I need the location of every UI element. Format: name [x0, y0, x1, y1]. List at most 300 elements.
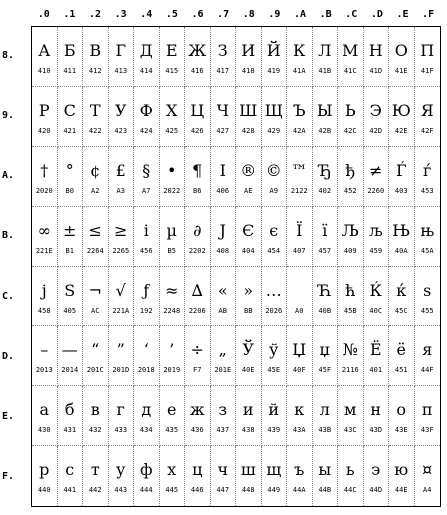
code-cell — [185, 446, 211, 506]
cell-code: 407 — [292, 246, 306, 255]
cell-code: 2122 — [290, 186, 308, 195]
cell-code: 43D — [369, 426, 383, 435]
cell-code: 44F — [420, 366, 434, 375]
cell-code: 41D — [369, 67, 383, 75]
cell-glyph: ч — [217, 460, 229, 480]
cell-code: 43E — [394, 426, 408, 435]
cell-code: 2265 — [112, 246, 130, 255]
cell-glyph: ц — [192, 460, 203, 480]
code-cell — [236, 27, 262, 87]
cell-glyph: г — [116, 400, 125, 420]
cell-glyph: Ћ — [317, 280, 332, 300]
code-cell — [160, 87, 186, 147]
cell-code: 402 — [318, 186, 332, 195]
code-cell — [389, 207, 415, 267]
cell-code: 441 — [63, 486, 77, 495]
code-cell — [83, 386, 109, 446]
code-cell — [211, 446, 237, 506]
column-header: .D — [370, 9, 383, 20]
cell-glyph: Ф — [139, 100, 153, 120]
cell-glyph: є — [269, 220, 279, 240]
cell-glyph: ® — [240, 160, 257, 180]
cell-code: 43F — [420, 426, 434, 435]
cell-glyph: Ы — [316, 100, 333, 120]
cell-code: 41B — [318, 67, 332, 75]
cell-glyph: Љ — [341, 220, 359, 240]
code-cell — [287, 207, 313, 267]
cell-code: 444 — [139, 486, 153, 495]
code-cell — [262, 267, 288, 327]
cell-glyph: ¢ — [90, 160, 101, 180]
code-cell — [389, 27, 415, 87]
cell-glyph: х — [167, 460, 177, 480]
code-cell — [415, 386, 441, 446]
cell-glyph: д — [141, 400, 152, 420]
cell-code: 445 — [165, 486, 179, 495]
cell-code: BB — [244, 306, 253, 315]
cell-code: 459 — [369, 246, 383, 255]
code-cell — [338, 326, 364, 386]
cell-glyph: – — [40, 340, 49, 360]
cell-code: 41C — [343, 67, 357, 75]
cell-glyph: ж — [189, 400, 205, 420]
code-cell — [32, 326, 58, 386]
code-cell — [109, 267, 135, 327]
cell-glyph: Ъ — [292, 100, 306, 120]
cell-code: 408 — [216, 246, 230, 255]
cell-glyph: ћ — [345, 280, 356, 300]
code-cell — [32, 207, 58, 267]
cell-glyph: А — [38, 41, 51, 60]
code-cell — [287, 27, 313, 87]
cell-glyph: а — [39, 400, 50, 420]
cell-glyph: ї — [322, 220, 328, 240]
cell-code: 440 — [37, 486, 51, 495]
cell-code: F7 — [193, 366, 202, 375]
cell-code: 406 — [216, 186, 230, 195]
cell-glyph: ў — [269, 340, 279, 360]
cell-glyph: ™ — [291, 160, 308, 180]
code-cell — [32, 147, 58, 207]
cell-code: 414 — [139, 67, 153, 75]
code-cell — [58, 386, 84, 446]
cell-glyph: њ — [420, 220, 435, 240]
cell-code: 45E — [267, 366, 281, 375]
column-header: .F — [422, 9, 435, 20]
cell-glyph: м — [344, 400, 357, 420]
cell-glyph: § — [142, 160, 151, 180]
cell-glyph: В — [89, 41, 102, 60]
cell-glyph: … — [265, 280, 282, 300]
cell-code: 2019 — [163, 366, 181, 375]
code-cell — [160, 207, 186, 267]
code-cell — [134, 326, 160, 386]
cell-code: 44D — [369, 486, 383, 495]
code-cell — [415, 147, 441, 207]
cell-glyph: Ј — [219, 220, 226, 240]
code-cell — [160, 386, 186, 446]
code-cell — [211, 386, 237, 446]
cell-glyph: ‘ — [143, 340, 149, 360]
cell-code: 457 — [318, 246, 332, 255]
cell-code: 40E — [241, 366, 255, 375]
cell-glyph: е — [167, 400, 177, 420]
cell-glyph: Р — [38, 100, 50, 120]
cell-code: 434 — [139, 426, 153, 435]
code-cell — [211, 147, 237, 207]
column-header: .4 — [140, 9, 153, 20]
code-cell — [389, 446, 415, 506]
row-header: A. — [2, 170, 15, 182]
cell-glyph: і — [143, 220, 149, 240]
cell-code: 401 — [369, 366, 383, 375]
code-cell — [211, 267, 237, 327]
cell-code: 438 — [241, 426, 255, 435]
cell-glyph: з — [218, 400, 228, 420]
cell-code: 40F — [292, 366, 306, 375]
cell-code: 423 — [114, 126, 128, 135]
code-cell — [58, 207, 84, 267]
cell-code: 451 — [394, 366, 408, 375]
code-cell — [262, 147, 288, 207]
cell-glyph: † — [40, 160, 49, 180]
code-cell — [236, 386, 262, 446]
cell-glyph: Ж — [188, 41, 207, 60]
cell-glyph: Ц — [190, 100, 205, 120]
cell-glyph: Ѕ — [64, 280, 76, 300]
code-cell — [109, 386, 135, 446]
cell-code: 43B — [318, 426, 332, 435]
cell-glyph: ю — [394, 460, 409, 480]
cell-code: B6 — [193, 186, 202, 195]
cell-glyph: І — [219, 160, 226, 180]
cell-code: AB — [218, 306, 227, 315]
cell-glyph: М — [342, 41, 359, 60]
cell-code: A2 — [91, 186, 100, 195]
cell-glyph: № — [342, 340, 358, 360]
code-cell — [313, 326, 339, 386]
cell-code: 41A — [292, 67, 306, 75]
cell-glyph: К — [293, 41, 306, 60]
code-cell — [364, 87, 390, 147]
code-cell — [364, 207, 390, 267]
cell-code: B5 — [167, 246, 176, 255]
code-cell — [415, 27, 441, 87]
code-cell — [287, 326, 313, 386]
code-cell — [211, 87, 237, 147]
cell-code: 42B — [318, 126, 332, 135]
cell-glyph: и — [242, 400, 254, 420]
cell-glyph: щ — [266, 460, 282, 480]
code-cell — [236, 326, 262, 386]
cell-glyph: Ў — [242, 340, 255, 360]
column-header: .3 — [114, 9, 127, 20]
cell-glyph: И — [241, 41, 256, 60]
cell-code: 452 — [343, 186, 357, 195]
cell-code: 2014 — [61, 366, 79, 375]
cell-code: 435 — [165, 426, 179, 435]
code-cell — [109, 27, 135, 87]
cell-glyph: б — [64, 400, 75, 420]
cell-code: 2022 — [163, 186, 181, 195]
cell-glyph: ф — [139, 460, 153, 480]
cell-code: 411 — [63, 67, 77, 75]
code-cell — [262, 207, 288, 267]
code-cell — [58, 87, 84, 147]
row-header: 9. — [2, 110, 15, 122]
code-cell — [32, 386, 58, 446]
cell-glyph: ° — [65, 160, 74, 180]
code-cell — [364, 27, 390, 87]
cell-glyph: „ — [218, 340, 227, 360]
cell-code: 420 — [37, 126, 51, 135]
cell-code: A4 — [423, 486, 432, 495]
code-cell — [185, 27, 211, 87]
cell-glyph: Л — [318, 41, 332, 60]
cell-code: AC — [91, 306, 100, 315]
cell-code: 45B — [343, 306, 357, 315]
cell-glyph: Ђ — [318, 160, 332, 180]
code-cell — [364, 267, 390, 327]
cell-code: 424 — [139, 126, 153, 135]
cell-code: 43A — [292, 426, 306, 435]
code-cell — [262, 87, 288, 147]
cell-code: 410 — [37, 67, 51, 75]
row-header: B. — [2, 230, 15, 242]
column-header: .8 — [242, 9, 255, 20]
cell-glyph: Д — [139, 41, 153, 60]
cell-glyph: ∆ — [191, 280, 203, 300]
code-cell — [338, 207, 364, 267]
cell-glyph: Ь — [344, 100, 356, 120]
code-cell — [415, 326, 441, 386]
cell-glyph: Џ — [292, 340, 307, 360]
cell-code: 409 — [343, 246, 357, 255]
column-header: .0 — [37, 9, 50, 20]
cell-glyph: ђ — [345, 160, 356, 180]
cell-glyph: ≠ — [369, 160, 383, 180]
code-cell — [287, 386, 313, 446]
cell-glyph: п — [421, 400, 433, 420]
cell-glyph: • — [167, 160, 177, 180]
code-cell — [134, 87, 160, 147]
code-cell — [338, 27, 364, 87]
code-cell — [236, 207, 262, 267]
row-header: C. — [2, 290, 15, 302]
cell-code: B1 — [65, 246, 74, 255]
cell-code: 439 — [267, 426, 281, 435]
cell-code: 44A — [292, 486, 306, 495]
cell-glyph: ≥ — [114, 220, 128, 240]
column-header: .C — [345, 9, 358, 20]
cell-code: 453 — [420, 186, 434, 195]
cell-code: 449 — [267, 486, 281, 495]
code-cell — [313, 207, 339, 267]
code-cell — [109, 147, 135, 207]
code-cell — [262, 446, 288, 506]
cell-code: 40B — [318, 306, 332, 315]
cell-code: 446 — [190, 486, 204, 495]
cell-glyph: Й — [266, 41, 281, 60]
code-cell — [338, 446, 364, 506]
cell-code: 2206 — [188, 306, 206, 315]
code-cell — [338, 147, 364, 207]
code-cell — [262, 386, 288, 446]
code-cell — [134, 386, 160, 446]
code-cell — [415, 267, 441, 327]
column-header: .B — [319, 9, 332, 20]
cell-code: 403 — [394, 186, 408, 195]
code-cell — [211, 207, 237, 267]
code-cell — [236, 147, 262, 207]
code-cell — [236, 267, 262, 327]
cell-code: 40C — [369, 306, 383, 315]
cell-code: 433 — [114, 426, 128, 435]
column-header: .1 — [63, 9, 76, 20]
code-cell — [109, 446, 135, 506]
code-cell — [287, 87, 313, 147]
cell-code: 45A — [420, 246, 434, 255]
code-cell — [287, 446, 313, 506]
cell-glyph: Ќ — [369, 280, 382, 300]
cell-code: 419 — [267, 67, 281, 75]
cell-code: 201C — [86, 366, 104, 375]
code-cell — [109, 87, 135, 147]
cell-code: A3 — [116, 186, 125, 195]
cell-glyph: р — [39, 460, 50, 480]
code-cell — [262, 326, 288, 386]
cell-glyph: ± — [63, 220, 77, 240]
cell-glyph: Є — [242, 220, 255, 240]
cell-glyph: ƒ — [143, 280, 150, 300]
code-cell — [185, 207, 211, 267]
cell-code: 2013 — [35, 366, 53, 375]
code-cell — [211, 326, 237, 386]
cell-code: 425 — [165, 126, 179, 135]
cell-code: 432 — [88, 426, 102, 435]
cell-glyph: Ї — [296, 220, 303, 240]
cell-code: 417 — [216, 67, 230, 75]
cell-code: 42F — [420, 126, 434, 135]
cell-glyph: Ѓ — [395, 160, 407, 180]
code-cell — [415, 207, 441, 267]
code-cell — [160, 326, 186, 386]
cell-code: 42E — [394, 126, 408, 135]
cell-code: 201E — [214, 366, 232, 375]
cell-glyph: ¤ — [422, 460, 433, 480]
cell-glyph: Ю — [391, 100, 411, 120]
cell-code: 426 — [190, 126, 204, 135]
cell-glyph: с — [65, 460, 75, 480]
cell-glyph: Э — [369, 100, 382, 120]
cell-glyph: С — [63, 100, 76, 120]
code-cell — [313, 386, 339, 446]
code-cell — [364, 446, 390, 506]
cell-glyph: Щ — [264, 100, 283, 120]
cell-glyph: Г — [115, 41, 127, 60]
cell-code: 447 — [216, 486, 230, 495]
code-cell — [83, 147, 109, 207]
cell-code: 42C — [343, 126, 357, 135]
code-cell — [58, 326, 84, 386]
cell-glyph: ∂ — [193, 220, 202, 240]
cell-code: 456 — [139, 246, 153, 255]
code-cell — [32, 267, 58, 327]
cell-code: 42A — [292, 126, 306, 135]
cell-glyph: О — [394, 41, 408, 60]
cell-code: 41F — [420, 67, 434, 75]
cell-glyph: “ — [91, 340, 100, 360]
cell-code: 42D — [369, 126, 383, 135]
cell-code: 428 — [241, 126, 255, 135]
cell-code: 454 — [267, 246, 281, 255]
cell-glyph: З — [217, 41, 228, 60]
code-cell — [236, 87, 262, 147]
cell-glyph: й — [268, 400, 280, 420]
cell-glyph: Т — [89, 100, 101, 120]
cell-glyph: µ — [166, 220, 177, 240]
code-cell — [83, 267, 109, 327]
cell-glyph: ы — [318, 460, 332, 480]
code-cell — [32, 27, 58, 87]
cell-code: 418 — [241, 67, 255, 75]
cell-code: 413 — [114, 67, 128, 75]
code-cell — [364, 326, 390, 386]
cell-glyph: Ё — [369, 340, 382, 360]
code-cell — [160, 147, 186, 207]
code-cell — [415, 446, 441, 506]
code-cell — [58, 147, 84, 207]
code-cell — [83, 27, 109, 87]
code-cell — [313, 147, 339, 207]
cell-glyph: ≈ — [165, 280, 179, 300]
code-cell — [338, 386, 364, 446]
cell-glyph: ” — [116, 340, 125, 360]
code-cell — [134, 207, 160, 267]
cell-code: 455 — [420, 306, 434, 315]
cell-glyph: Њ — [392, 220, 411, 240]
row-header: E. — [2, 410, 15, 422]
cell-code: 2264 — [86, 246, 104, 255]
code-cell — [185, 267, 211, 327]
column-header: .6 — [191, 9, 204, 20]
code-cell — [313, 267, 339, 327]
cell-code: 431 — [63, 426, 77, 435]
cell-code: A0 — [295, 306, 304, 315]
column-header: .E — [396, 9, 409, 20]
cell-glyph: ¬ — [88, 280, 102, 300]
code-cell — [185, 386, 211, 446]
column-header: .2 — [89, 9, 102, 20]
cell-code: 404 — [241, 246, 255, 255]
cell-code: 2018 — [137, 366, 155, 375]
cell-glyph: Н — [368, 41, 383, 60]
cell-glyph: в — [90, 400, 100, 420]
code-cell — [83, 87, 109, 147]
column-header: .A — [294, 9, 307, 20]
code-cell — [32, 87, 58, 147]
code-table-grid — [31, 26, 441, 507]
cell-code: 221E — [35, 246, 53, 255]
cell-glyph: Ч — [216, 100, 229, 120]
code-cell — [160, 267, 186, 327]
code-cell — [58, 267, 84, 327]
column-header: .9 — [268, 9, 281, 20]
code-cell — [364, 147, 390, 207]
code-cell — [287, 147, 313, 207]
cell-code: AE — [244, 186, 253, 195]
cell-glyph: ∞ — [37, 220, 51, 240]
